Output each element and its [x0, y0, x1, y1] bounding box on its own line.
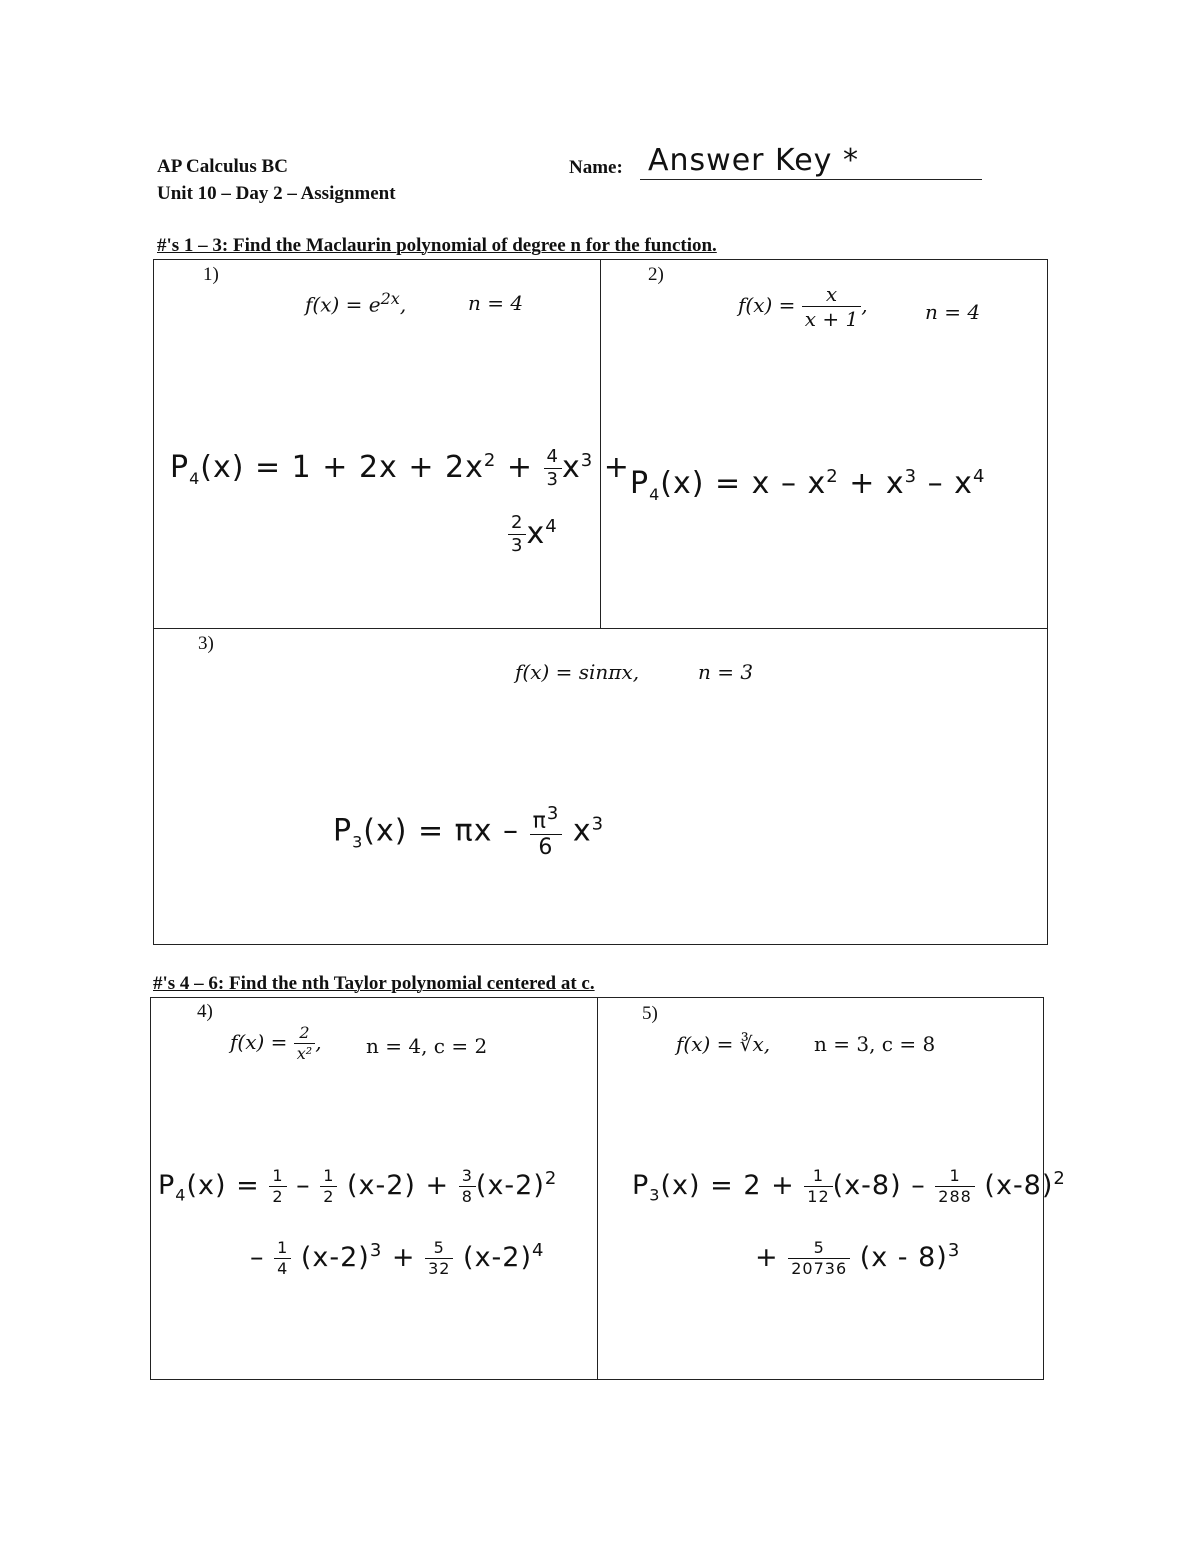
problem-5-answer: $P_3(x) = 2$ + $\frac{1}{12}$ (x-8) – $\frac{1}{288}$ $(x-8)^2$ [632, 1166, 1066, 1206]
course-title: AP Calculus BC [157, 156, 288, 177]
problem-1-number: 1) [203, 264, 219, 285]
section1-divider-vertical [600, 259, 601, 628]
name-underline [640, 179, 982, 180]
problem-1-function: $f(x) = e^{2x}$, [305, 289, 407, 317]
problem-4-answer-cont: – $\frac{1}{4}$ $(x-2)^3$ + $\frac{5}{32}$ $(x-2)^4$ [250, 1238, 545, 1278]
problem-5-function: f(x) = ∛x, [676, 1032, 771, 1056]
problem-1-answer: $P_4(x) = 1 + 2x + 2x^2$ + $\frac{4}{3}$ $x^3$ + [170, 446, 630, 490]
problem-4-answer: $P_4(x)$ = $\frac{1}{2}$ – $\frac{1}{2}$ (x-2) + $\frac{3}{8}$ $(x-2)^2$ [158, 1166, 558, 1206]
problem-4-number: 4) [197, 1001, 213, 1022]
problem-5-number: 5) [642, 1003, 658, 1024]
problem-2-answer: $P_4(x) = x - x^2 + x^3 - x^4$ [630, 466, 986, 504]
problem-1-params: n = 4 [468, 291, 524, 315]
problem-5-answer-cont: + $\frac{5}{20736}$ (x - 8)$^3$ [755, 1238, 961, 1278]
section1-instruction: #'s 1 – 3: Find the Maclaurin polynomial of degree n for the function. [157, 235, 717, 256]
problem-1-answer-cont: $\frac{2}{3}$ $x^4$ [508, 514, 558, 555]
problem-4-function: f(x) = $\frac{2}{\text{x²}}$ , [230, 1023, 322, 1063]
section2-divider-vertical [597, 997, 598, 1380]
problem-3-answer: $P_3(x) = \pi x$ – $\frac{\pi^3}{6}$ $x^3$ [333, 803, 605, 861]
problem-4-params: n = 4, c = 2 [366, 1034, 488, 1058]
problem-2-number: 2) [648, 264, 664, 285]
problem-2-params: n = 4 [925, 300, 981, 324]
name-value: Answer Key * [648, 143, 859, 178]
problem-3-number: 3) [198, 633, 214, 654]
problem-3-params: n = 3 [698, 660, 754, 684]
section1-divider-horizontal [153, 628, 1048, 629]
unit-title: Unit 10 – Day 2 – Assignment [157, 183, 396, 204]
name-label: Name: [569, 157, 623, 178]
problem-2-function: f(x) = $\frac{x}{x + 1}$ , [738, 282, 868, 331]
problem-3-function: f(x) = sinπx, [515, 660, 640, 684]
section2-instruction: #'s 4 – 6: Find the nth Taylor polynomial centered at c. [153, 973, 595, 994]
problem-5-params: n = 3, c = 8 [814, 1032, 936, 1056]
